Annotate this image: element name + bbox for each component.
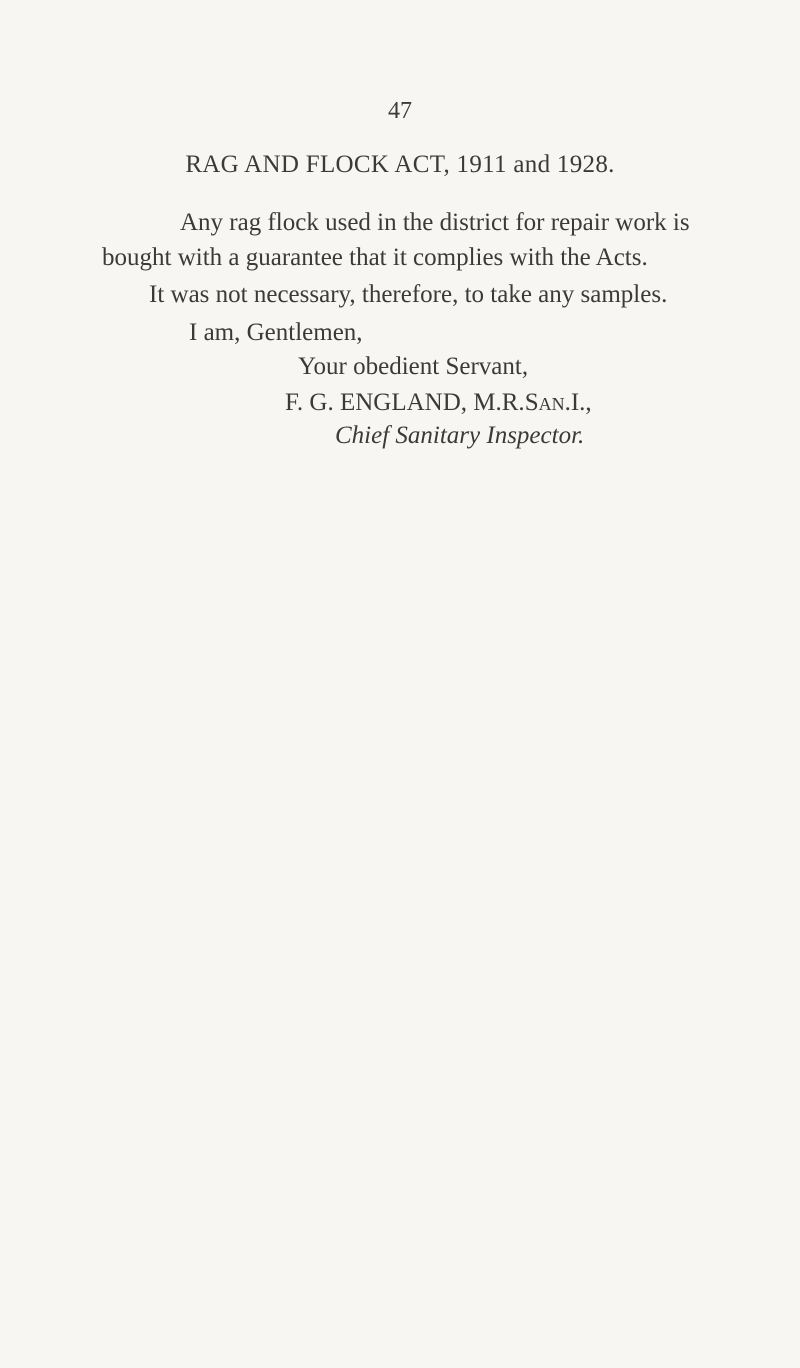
- page-heading: RAG AND FLOCK ACT, 1911 and 1928.: [185, 151, 615, 178]
- paragraph-1-line-1: Any rag flock used in the district for repair work is: [180, 209, 690, 236]
- paragraph-2: It was not necessary, therefore, to take any samples.: [149, 281, 668, 308]
- letter-valediction: Your obedient Servant,: [298, 353, 529, 380]
- signature-qualification: San.I.,: [524, 389, 592, 416]
- page-number: 47: [388, 98, 412, 124]
- signature-line: [285, 388, 592, 418]
- paragraph-1-line-2: bought with a guarantee that it complies with the Acts.: [102, 244, 648, 271]
- letter-closing: I am, Gentlemen,: [189, 319, 363, 346]
- signature-title: Chief Sanitary Inspector.: [335, 422, 585, 449]
- signature-name: F. G. ENGLAND, M.R.: [285, 389, 525, 416]
